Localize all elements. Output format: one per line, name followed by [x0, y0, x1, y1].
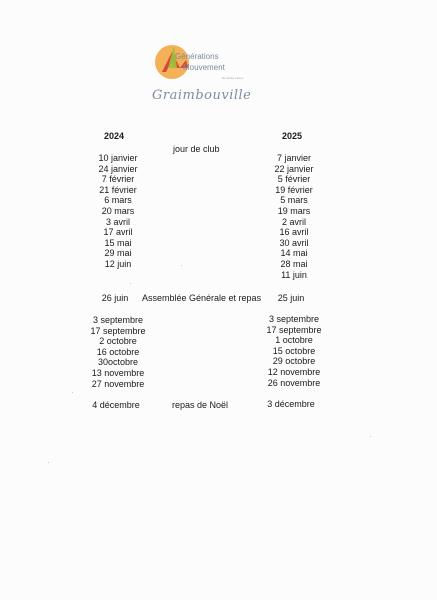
scan-speck [130, 283, 131, 284]
noel-date-2025: 3 décembre [267, 399, 315, 409]
date-item: 6 mars [104, 195, 132, 206]
town-name: Graimbouville [152, 88, 252, 103]
logo-text-line1: Générations [175, 52, 219, 61]
club-dates-2024-spring [78, 153, 158, 270]
date-item: 10 janvier [98, 153, 138, 163]
date-item: 3 septembre [92, 315, 144, 325]
noel-label: repas de Noël [172, 400, 229, 410]
date-item: 19 mars [277, 205, 311, 216]
ag-label: Assemblée Générale et repas [142, 293, 262, 303]
date-item: 1 octobre [275, 335, 313, 346]
date-item: 17 septembre [90, 325, 146, 336]
date-item: 17 septembre [266, 324, 322, 335]
club-day-label: jour de club [173, 144, 220, 154]
date-item: 12 juin [104, 258, 132, 269]
date-item: 2 octobre [99, 336, 137, 347]
club-dates-2025-autumn [254, 314, 334, 388]
date-item: 24 janvier [98, 163, 138, 174]
date-item: 15 mai [104, 237, 132, 248]
date-item: 22 janvier [274, 163, 314, 174]
date-item: 17 avril [103, 227, 133, 238]
date-item: 11 juin [281, 269, 307, 280]
club-dates-2025-spring [254, 153, 334, 280]
logo-text-line2: Mouvement [183, 63, 225, 72]
date-item: 2 avril [281, 216, 306, 227]
date-item: 29 octobre [272, 356, 316, 367]
scan-speck [370, 436, 371, 437]
date-item: 5 mars [280, 195, 308, 206]
date-item: 26 novembre [267, 377, 321, 388]
date-item: 30 avril [279, 237, 309, 248]
year-2024-heading: 2024 [104, 131, 125, 141]
date-item: 29 mai [104, 248, 132, 259]
date-item: 16 octobre [96, 346, 140, 357]
scan-speck [181, 265, 182, 266]
date-item: 30octobre [97, 357, 139, 368]
date-item: 19 février [275, 184, 313, 195]
date-item: 7 janvier [276, 153, 312, 163]
date-item: 27 novembre [91, 378, 145, 389]
date-item: 28 mai [280, 258, 308, 269]
logo-small-text: les aînés ruraux [222, 76, 244, 80]
date-item: 7 février [101, 174, 135, 185]
ag-date-2025: 25 juin [277, 293, 305, 303]
scan-speck [72, 392, 73, 393]
date-item: 12 novembre [267, 366, 321, 377]
scan-speck [48, 462, 49, 463]
club-dates-2024-autumn [78, 315, 158, 389]
date-item: 16 avril [279, 227, 309, 238]
date-item: 15 octobre [272, 345, 316, 356]
date-item: 5 février [277, 174, 311, 185]
date-item: 20 mars [101, 205, 135, 216]
date-item: 3 avril [105, 216, 130, 227]
date-item: 13 novembre [91, 367, 145, 378]
ag-date-2024: 26 juin [101, 293, 129, 303]
year-2025-heading: 2025 [282, 131, 303, 141]
noel-date-2024: 4 décembre [92, 400, 140, 410]
date-item: 14 mai [280, 248, 308, 259]
date-item: 3 septembre [268, 314, 320, 324]
date-item: 21 février [99, 184, 137, 195]
